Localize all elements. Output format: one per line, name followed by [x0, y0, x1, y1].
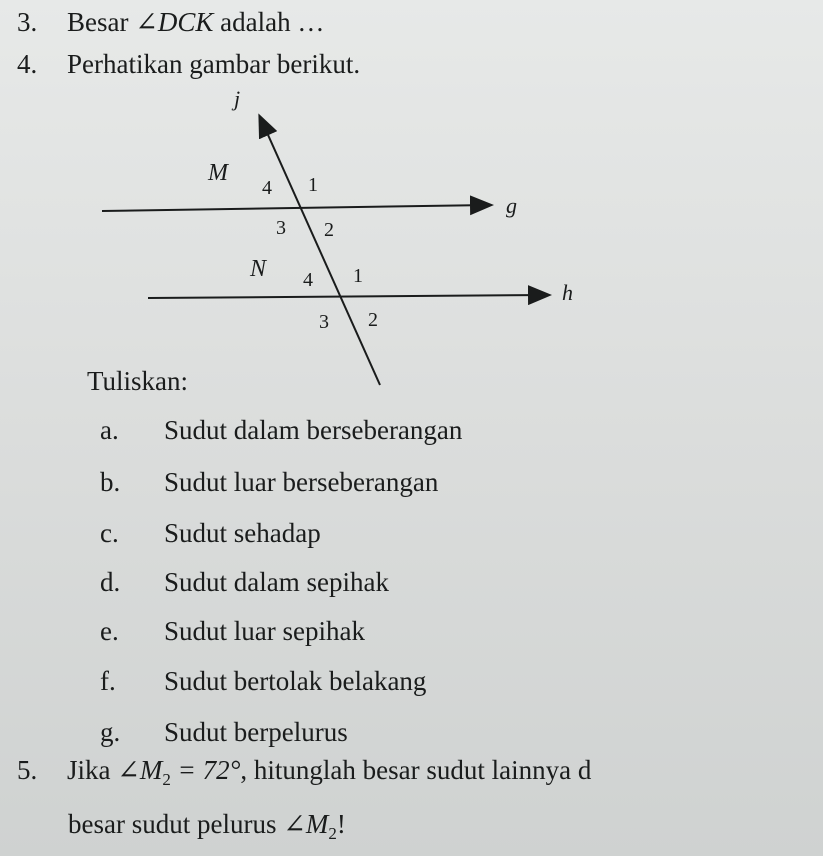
- question-text: Jika: [67, 755, 118, 785]
- option-letter: f.: [100, 666, 116, 696]
- question-5: [17, 754, 591, 796]
- option-d: [100, 566, 389, 598]
- label-n: N: [250, 256, 267, 282]
- option-letter: b.: [100, 467, 121, 497]
- line-h: [148, 295, 548, 298]
- angle-n2: 2: [368, 309, 378, 331]
- option-text: Sudut luar berseberangan: [164, 467, 439, 497]
- option-text: Sudut berpelurus: [164, 717, 348, 747]
- question-text-end: adalah …: [213, 7, 325, 37]
- instruction: Tuliskan:: [87, 366, 189, 396]
- label-m: M: [208, 160, 228, 186]
- option-e: [100, 615, 365, 647]
- question-text-end: !: [336, 809, 346, 839]
- option-a: [100, 414, 462, 446]
- question-text: besar sudut pelurus: [68, 809, 284, 839]
- question-number: 5.: [17, 755, 38, 785]
- label-h: h: [562, 280, 573, 305]
- angle-expression: ∠M: [283, 809, 329, 839]
- option-g: [100, 716, 348, 748]
- option-letter: d.: [100, 567, 121, 597]
- angle-expression: ∠M: [117, 755, 163, 785]
- option-letter: g.: [100, 717, 121, 747]
- angle-n3: 3: [319, 311, 329, 333]
- angle-value: = 72°: [170, 755, 241, 785]
- question-number: 4.: [17, 49, 38, 79]
- line-j: [260, 117, 380, 385]
- line-g: [102, 205, 490, 211]
- option-c: [100, 517, 321, 549]
- parallel-lines-figure: [90, 88, 610, 398]
- question-text: Besar: [67, 7, 136, 37]
- option-text: Sudut dalam berseberangan: [164, 415, 463, 445]
- angle-m4: 4: [262, 177, 272, 199]
- option-text: Sudut bertolak belakang: [164, 666, 427, 696]
- label-j: j: [234, 86, 241, 111]
- angle-m2: 2: [324, 219, 334, 241]
- option-text: Sudut luar sepihak: [164, 616, 365, 646]
- question-number: 3.: [17, 7, 38, 37]
- option-text: Sudut sehadap: [164, 518, 321, 548]
- angle-expression: ∠DCK: [135, 7, 214, 37]
- option-letter: e.: [100, 616, 119, 646]
- option-letter: c.: [100, 518, 119, 548]
- angle-n4: 4: [303, 269, 313, 291]
- question-text-end: , hitunglah besar sudut lainnya d: [240, 755, 592, 785]
- angle-m3: 3: [276, 217, 286, 239]
- option-text: Sudut dalam sepihak: [164, 567, 389, 597]
- label-g: g: [506, 193, 517, 218]
- option-letter: a.: [100, 415, 119, 445]
- question-text: Perhatikan gambar berikut.: [67, 49, 361, 79]
- angle-subscript: 2: [328, 824, 337, 843]
- angle-m1: 1: [308, 174, 318, 196]
- angle-subscript: 2: [162, 770, 171, 789]
- question-5-line-2: [68, 808, 346, 850]
- option-b: [100, 466, 438, 498]
- angle-n1: 1: [353, 265, 363, 287]
- option-f: [100, 665, 426, 697]
- question-4: [17, 48, 360, 80]
- question-3: [17, 6, 324, 38]
